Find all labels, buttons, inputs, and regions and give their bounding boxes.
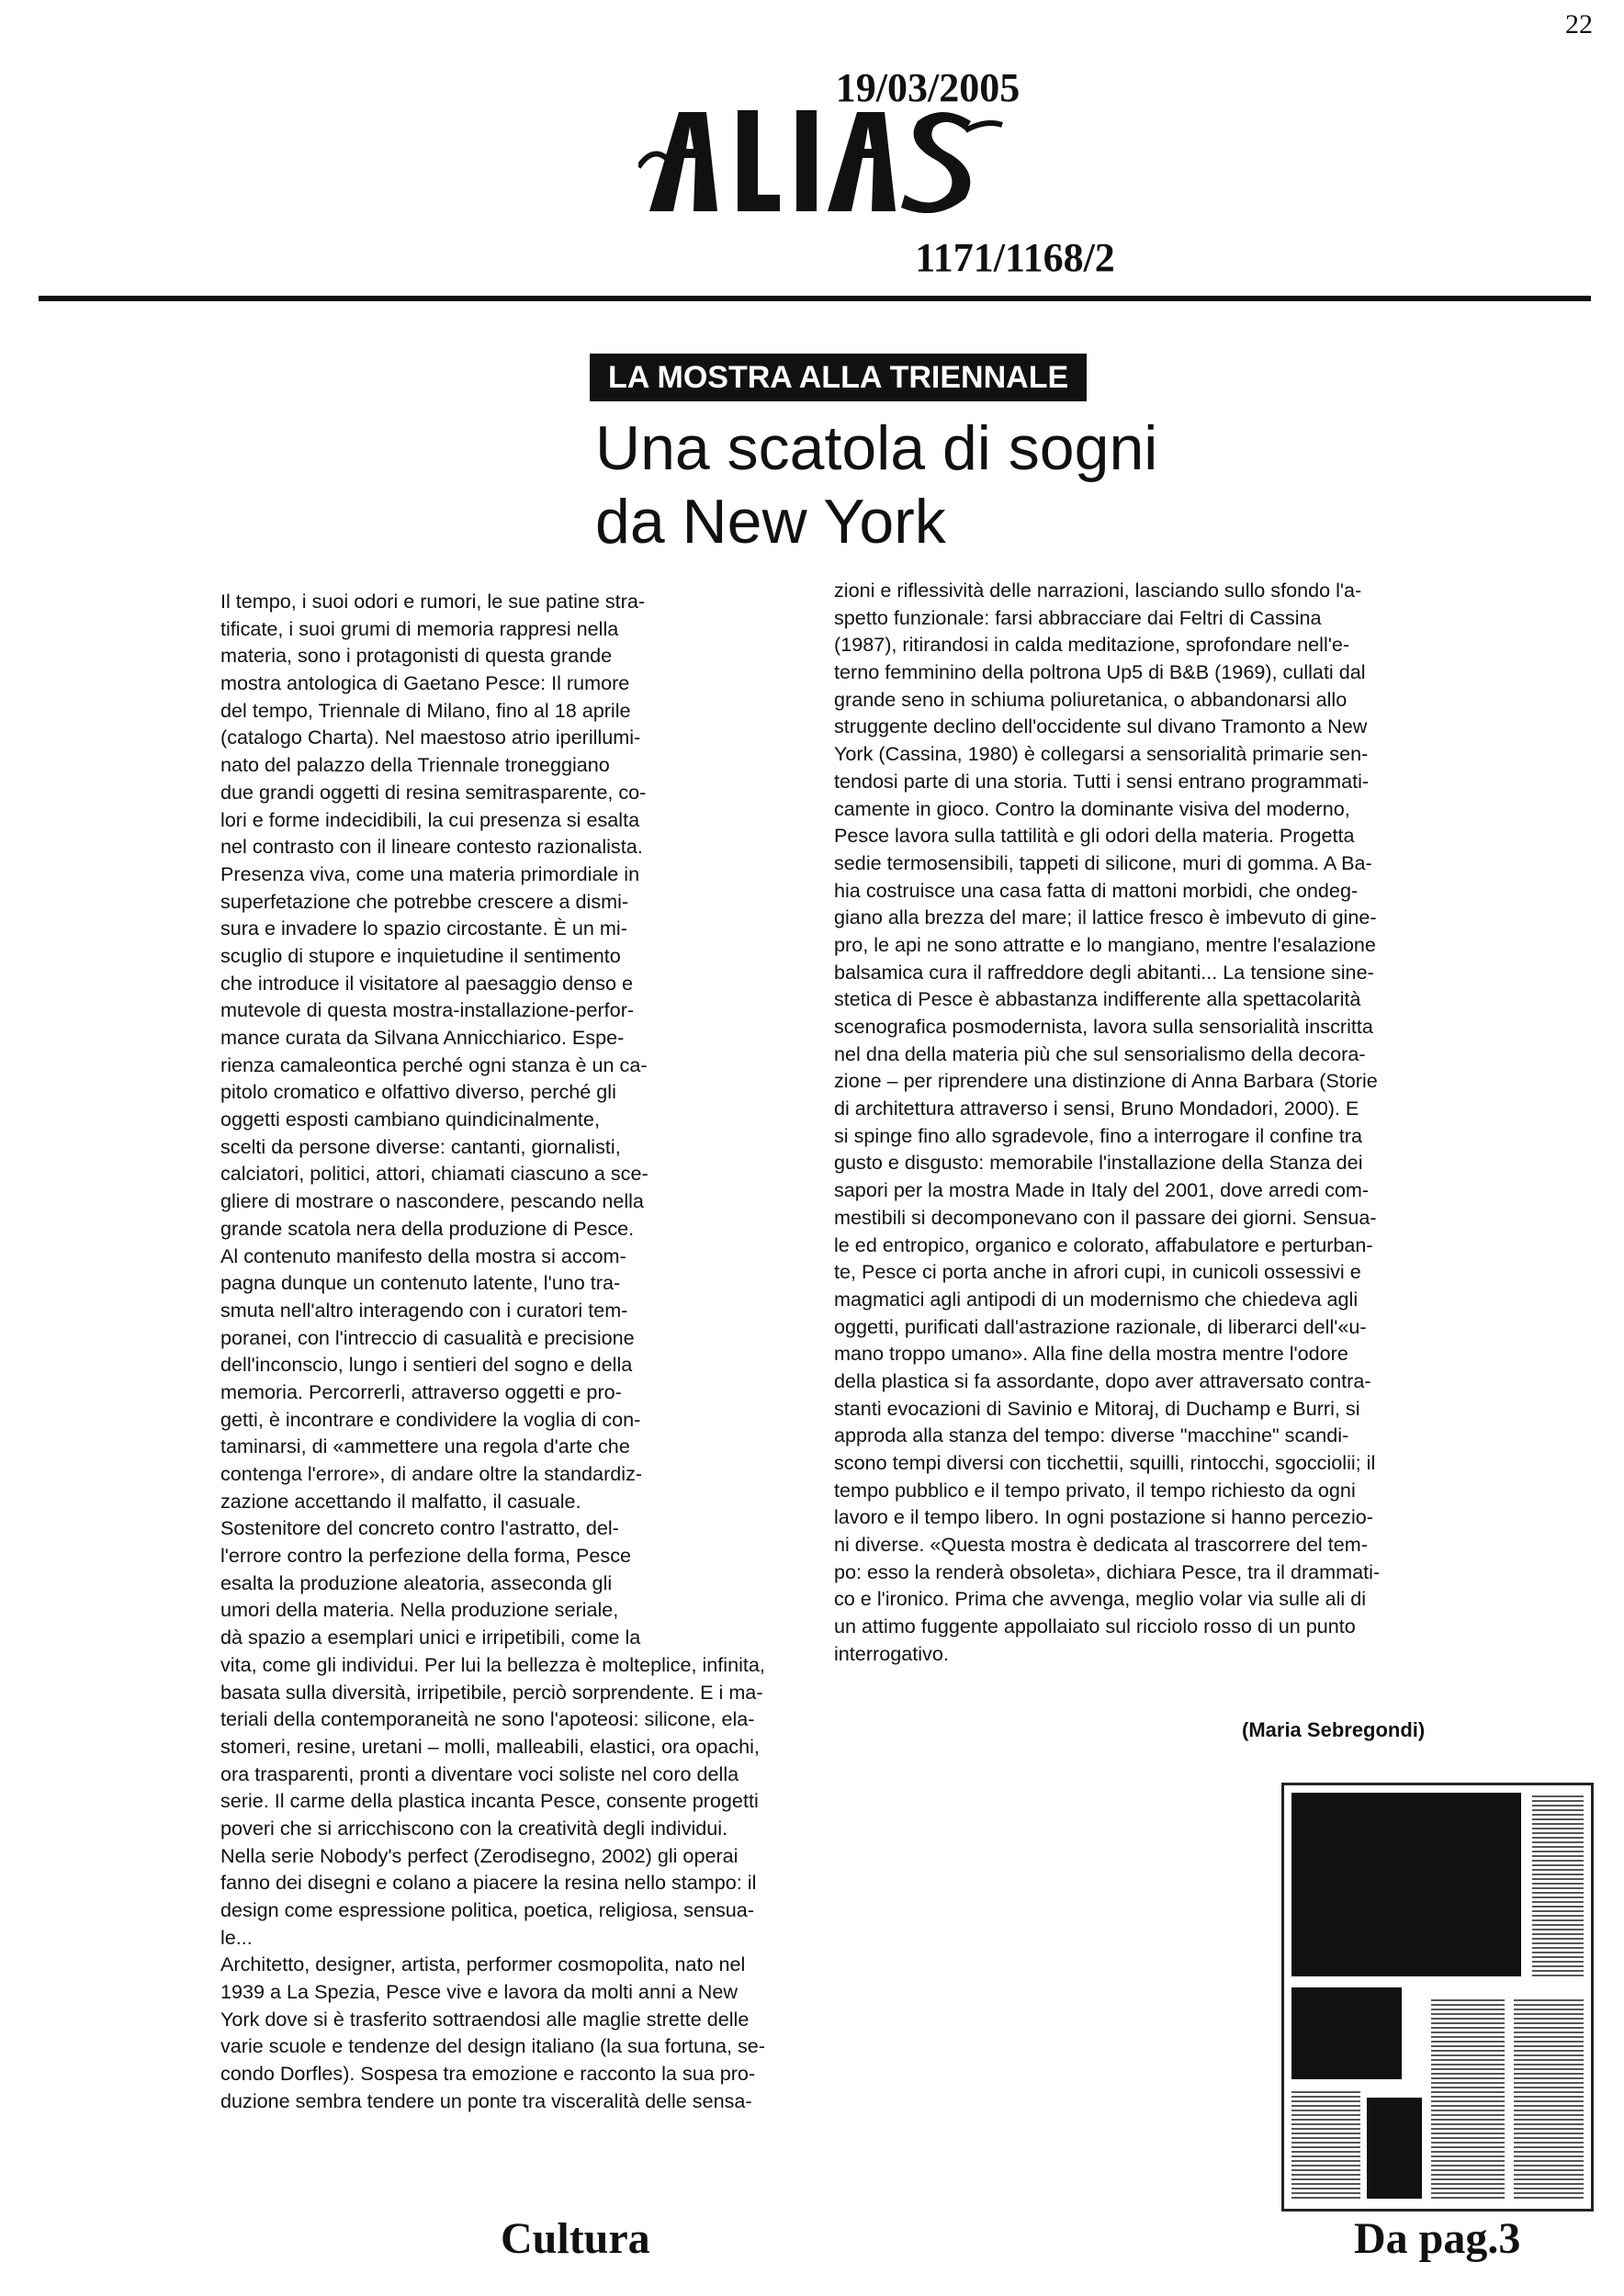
text-line: superfetazione che potrebbe crescere a dismi- bbox=[220, 889, 629, 913]
text-line: Al contenuto manifesto della mostra si accom- bbox=[220, 1244, 626, 1267]
text-line: oggetti, purificati dall'astrazione razionale, di liberarci dell'«u- bbox=[834, 1314, 1367, 1338]
text-line: calciatori, politici, attori, chiamati ciascuno a sce- bbox=[220, 1162, 648, 1186]
text-line: scenografica posmodernista, lavora sulla sensorialità inscritta bbox=[834, 1015, 1373, 1038]
text-line: York dove si è trasferito sottraendosi alle maglie strette delle bbox=[220, 2007, 750, 2031]
article-headline bbox=[595, 411, 1293, 558]
text-line: tendosi parte di una storia. Tutti i sensi entrano programmati- bbox=[834, 769, 1370, 793]
headline-line: Una scatola di sogni bbox=[595, 413, 1158, 483]
text-line: terno femminino della poltrona Up5 di B&B (1969), cullati dal bbox=[834, 660, 1366, 684]
text-line: zazione accettando il malfatto, il casuale. bbox=[220, 1489, 581, 1513]
header-rule bbox=[39, 296, 1591, 301]
text-line: serie. Il carme della plastica incanta Pesce, consente progetti bbox=[220, 1789, 759, 1813]
text-line: scelti da persone diverse: cantanti, giornalisti, bbox=[220, 1134, 621, 1158]
text-line: giano alla brezza del mare; il lattice fresco è imbevuto di gine- bbox=[834, 906, 1377, 929]
text-line: pagna dunque un contenuto latente, l'uno tra- bbox=[220, 1271, 621, 1295]
article-byline: (Maria Sebregondi) bbox=[1242, 1718, 1426, 1741]
text-line: esalta la produzione aleatoria, asseconda gli bbox=[220, 1570, 613, 1594]
page-number: 22 bbox=[1565, 9, 1593, 39]
text-line: dà spazio a esemplari unici e irripetibili, come la bbox=[220, 1626, 641, 1649]
header-issue-code: 1171/1168/2 bbox=[915, 235, 1115, 280]
text-line: sura e invadere lo spazio circostante. È un mi- bbox=[220, 917, 627, 940]
text-line: basata sulla diversità, irripetibile, perciò sorprendente. E i ma- bbox=[220, 1680, 763, 1704]
text-line: fanno dei disegni e colano a piacere la resina nello stampo: il bbox=[220, 1871, 757, 1895]
text-line: l'errore contro la perfezione della forma, Pesce bbox=[220, 1544, 632, 1568]
footer-source-page: Da pag.3 bbox=[1354, 2214, 1521, 2263]
text-line: si spinge fino allo sgradevole, fino a interrogare il confine tra bbox=[834, 1123, 1362, 1147]
text-line: che introduce il visitatore al paesaggio denso e bbox=[220, 971, 633, 995]
article-kicker: LA MOSTRA ALLA TRIENNALE bbox=[590, 354, 1087, 401]
text-line: Sostenitore del concreto contro l'astratto, del- bbox=[220, 1516, 619, 1540]
text-line: 1939 a La Spezia, Pesce vive e lavora da molti anni a New bbox=[220, 1980, 738, 2004]
text-line: umori della materia. Nella produzione seriale, bbox=[220, 1598, 619, 1622]
text-line: magmatici agli antipodi di un modernismo che chiedeva agli bbox=[834, 1287, 1359, 1311]
text-line: poveri che si arricchiscono con la creatività degli individui. bbox=[220, 1816, 728, 1840]
text-line: grande seno in schiuma poliuretanica, o abbandonarsi allo bbox=[834, 687, 1348, 711]
text-line: rienza camaleontica perché ogni stanza è un ca- bbox=[220, 1052, 648, 1076]
thumbnail-photo-mid bbox=[1291, 1987, 1402, 2079]
text-line: mostra antologica di Gaetano Pesce: Il rumore bbox=[220, 671, 630, 695]
text-line: Pesce lavora sulla tattilità e gli odori della materia. Progetta bbox=[834, 824, 1355, 848]
text-line: mestibili si decomponevano con il passare dei giorni. Sensua- bbox=[834, 1205, 1377, 1229]
text-line: struggente declino dell'occidente sul divano Tramonto a New bbox=[834, 715, 1368, 738]
text-line: tempo pubblico e il tempo privato, il tempo richiesto da ogni bbox=[834, 1478, 1356, 1502]
text-line: zione – per riprendere una distinzione di Anna Barbara (Storie bbox=[834, 1069, 1378, 1093]
text-line: taminarsi, di «ammettere una regola d'arte che bbox=[220, 1435, 630, 1458]
thumbnail-text-block bbox=[1291, 2088, 1360, 2199]
text-line: smuta nell'altro interagendo con i curatori tem- bbox=[220, 1298, 628, 1322]
text-line: tificate, i suoi grumi di memoria rappresi nella bbox=[220, 616, 619, 640]
text-line: (1987), ritirandosi in calda meditazione, sprofondare nell'e- bbox=[834, 633, 1350, 657]
text-line: vita, come gli individui. Per lui la bellezza è molteplice, infinita, bbox=[220, 1652, 765, 1676]
text-line: Presenza viva, come una materia primordiale in bbox=[220, 861, 640, 885]
article-column-left bbox=[220, 588, 808, 2115]
text-line: varie scuole e tendenze del design italiano (la sua fortuna, se- bbox=[220, 2034, 765, 2058]
text-line: pro, le api ne sono attratte e lo mangiano, mentre l'esalazione bbox=[834, 932, 1376, 956]
text-line: stetica di Pesce è abbastanza indifferente alla spettacolarità bbox=[834, 987, 1361, 1011]
text-line: zioni e riflessività delle narrazioni, lasciando sullo sfondo l'a- bbox=[834, 579, 1362, 602]
text-line: nato del palazzo della Triennale troneggiano bbox=[220, 753, 610, 777]
text-line: mano troppo umano». Alla fine della mostra mentre l'odore bbox=[834, 1342, 1348, 1366]
text-line: balsamica cura il raffreddore degli abitanti... La tensione sine- bbox=[834, 960, 1374, 984]
text-line: Architetto, designer, artista, performer cosmopolita, nato nel bbox=[220, 1953, 746, 1976]
text-line: York (Cassina, 1980) è collegarsi a sensorialità primarie sen- bbox=[834, 742, 1369, 766]
text-line: te, Pesce ci porta anche in afrori cupi, in cunicoli ossessivi e bbox=[834, 1260, 1361, 1284]
text-line: approda alla stanza del tempo: diverse "macchine" scandi- bbox=[834, 1424, 1349, 1447]
footer-section-label: Cultura bbox=[501, 2214, 650, 2263]
headline-line: da New York bbox=[595, 487, 946, 557]
text-line: grande scatola nera della produzione di Pesce. bbox=[220, 1216, 635, 1240]
text-line: lori e forme indecidibili, la cui presenza si esalta bbox=[220, 807, 640, 831]
text-line: nel contrasto con il lineare contesto razionalista. bbox=[220, 835, 643, 859]
text-line: scuglio di stupore e inquietudine il sentimento bbox=[220, 943, 621, 967]
text-line: dell'inconscio, lungo i sentieri del sogno e della bbox=[220, 1353, 633, 1377]
text-line: (catalogo Charta). Nel maestoso atrio iperillumi- bbox=[220, 726, 641, 749]
text-line: contenga l'errore», di andare oltre la standardiz- bbox=[220, 1462, 643, 1485]
thumbnail-text-block bbox=[1532, 1793, 1584, 1976]
text-line: nel dna della materia più che sul sensorialismo della decora- bbox=[834, 1041, 1366, 1065]
text-line: le ed entropico, organico e colorato, affabulatore e perturban- bbox=[834, 1232, 1373, 1256]
text-line: condo Dorfles). Sospesa tra emozione e racconto la sua pro- bbox=[220, 2062, 756, 2086]
text-line: pitolo cromatico e olfattivo diverso, perché gli bbox=[220, 1080, 616, 1104]
text-line: Il tempo, i suoi odori e rumori, le sue patine stra- bbox=[220, 590, 646, 613]
text-line: di architettura attraverso i sensi, Bruno Mondadori, 2000). E bbox=[834, 1097, 1359, 1120]
text-line: getti, è incontrare e condividere la voglia di con- bbox=[220, 1407, 641, 1431]
text-line: lavoro e il tempo libero. In ogni postazione si hanno percezio- bbox=[834, 1505, 1373, 1529]
text-line: oggetti esposti cambiano quindicinalmente, bbox=[220, 1108, 600, 1131]
text-line: stomeri, resine, uretani – molli, malleabili, elastici, ora opachi, bbox=[220, 1734, 760, 1758]
text-line: po: esso la renderà obsoleta», dichiara Pesce, tra il drammati- bbox=[834, 1559, 1381, 1583]
masthead-logo bbox=[638, 103, 1006, 213]
text-line: hia costruisce una casa fatta di mattoni morbidi, che ondeg- bbox=[834, 878, 1359, 902]
text-line: mutevole di questa mostra-installazione-perfor- bbox=[220, 998, 635, 1022]
text-line: memoria. Percorrerli, attraverso oggetti e pro- bbox=[220, 1379, 622, 1403]
text-line: due grandi oggetti di resina semitrasparente, co- bbox=[220, 780, 647, 804]
text-line: design come espressione politica, poetica, religiosa, sensua- bbox=[220, 1898, 754, 1921]
text-line: ni diverse. «Questa mostra è dedicata al trascorrere del tem- bbox=[834, 1533, 1368, 1557]
text-line: le... bbox=[220, 1925, 253, 1949]
text-line: gusto e disgusto: memorabile l'installazione della Stanza dei bbox=[834, 1151, 1363, 1175]
text-line: duzione sembra tendere un ponte tra visceralità delle sensa- bbox=[220, 2088, 752, 2112]
text-line: sapori per la mostra Made in Italy del 2001, dove arredi com- bbox=[834, 1178, 1370, 1202]
text-line: un attimo fuggente appollaiato sul ricciolo rosso di un punto bbox=[834, 1615, 1356, 1638]
text-line: camente in gioco. Contro la dominante visiva del moderno, bbox=[834, 796, 1350, 820]
text-line: spetto funzionale: farsi abbracciare dai Feltri di Cassina bbox=[834, 605, 1322, 629]
text-line: gliere di mostrare o nascondere, pescando nella bbox=[220, 1189, 644, 1213]
header-date: 19/03/2005 bbox=[835, 65, 1021, 110]
text-line: interrogativo. bbox=[834, 1641, 949, 1665]
thumbnail-text-block bbox=[1431, 1997, 1505, 2199]
text-line: sedie termosensibili, tappeti di silicone, muri di gomma. A Ba- bbox=[834, 850, 1372, 874]
text-line: del tempo, Triennale di Milano, fino al 18 aprile bbox=[220, 698, 631, 722]
page-thumbnail bbox=[1281, 1783, 1594, 2212]
article-column-right bbox=[834, 577, 1431, 1668]
thumbnail-photo-top bbox=[1291, 1793, 1521, 1976]
text-line: co e l'ironico. Prima che avvenga, meglio volar via sulle ali di bbox=[834, 1587, 1367, 1611]
text-line: stanti evocazioni di Savinio e Mitoraj, di Duchamp e Burri, si bbox=[834, 1396, 1360, 1420]
text-line: poranei, con l'intreccio di casualità e precisione bbox=[220, 1325, 635, 1349]
text-line: teriali della contemporaneità ne sono l'apoteosi: silicone, ela- bbox=[220, 1707, 755, 1731]
text-line: mance curata da Silvana Annicchiarico. Espe- bbox=[220, 1026, 625, 1049]
text-line: materia, sono i protagonisti di questa grande bbox=[220, 644, 613, 668]
text-line: della plastica si fa assordante, dopo aver attraversato contra- bbox=[834, 1368, 1371, 1392]
text-line: scono tempi diversi con ticchettii, squilli, rintocchi, sgocciolii; il bbox=[834, 1451, 1376, 1474]
thumbnail-text-block bbox=[1514, 1997, 1584, 2199]
text-line: Nella serie Nobody's perfect (Zerodisegno, 2002) gli operai bbox=[220, 1843, 739, 1867]
text-line: ora trasparenti, pronti a diventare voci soliste nel coro della bbox=[220, 1761, 739, 1785]
thumbnail-photo-bottom bbox=[1367, 2098, 1422, 2199]
